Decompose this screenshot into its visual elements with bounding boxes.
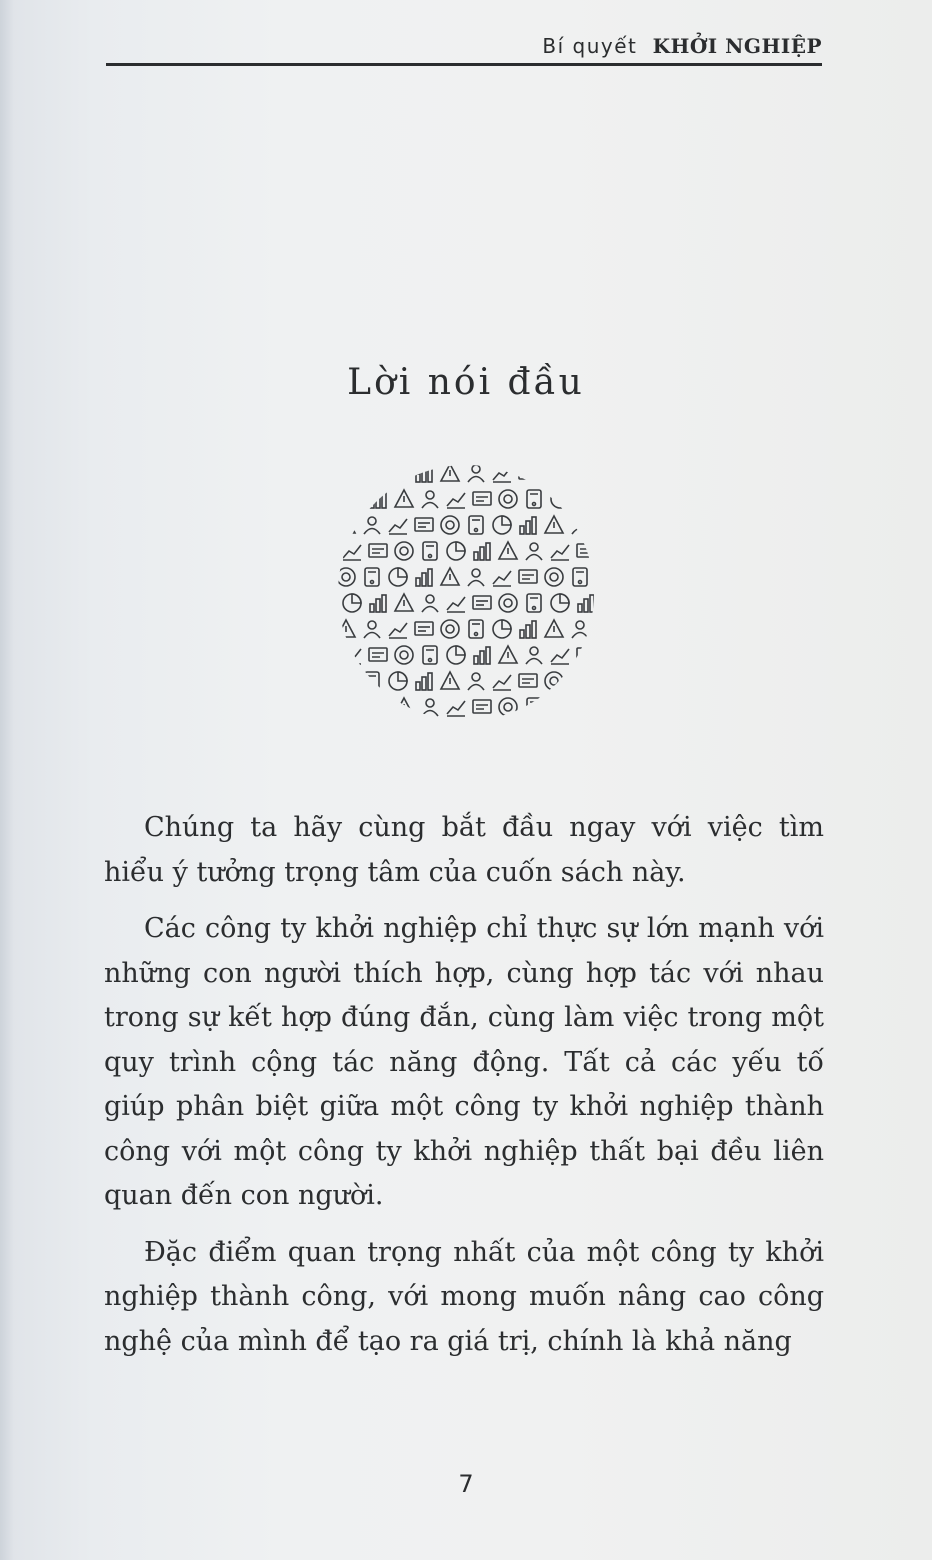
body-text	[104, 806, 824, 1376]
header-rule	[106, 63, 822, 66]
page-number: 7	[458, 1470, 474, 1498]
paragraph-2: Các công ty khởi nghiệp chỉ thực sự lớn mạnh với những con người thích hợp, cùng hợp tác với nhau trong sự kết hợp đúng đắn, cùng làm việc trong một quy trình cộng tác năng động. Tất cả các yếu tố giúp phân biệt giữa một công ty khởi nghiệp thành công với một công ty khởi nghiệp thất bại đều liên quan đến con người.	[104, 913, 824, 1211]
paragraph-3: Đặc điểm quan trọng nhất của một công ty khởi nghiệp thành công, với mong muốn nâng cao công nghệ của mình để tạo ra giá trị, chính là khả năng	[104, 1236, 824, 1357]
page-edge-shadow	[0, 0, 14, 1560]
paragraph-1: Chúng ta hãy cùng bắt đầu ngay với việc tìm hiểu ý tưởng trọng tâm của cuốn sách này.	[104, 812, 824, 888]
icon-grid	[337, 464, 597, 724]
business-icons-circle-illustration	[335, 462, 597, 724]
header-book-title: KHỞI NGHIỆP	[652, 34, 822, 58]
chapter-title: Lời nói đầu	[347, 362, 585, 403]
running-header	[542, 34, 822, 58]
header-series: Bí quyết	[542, 34, 638, 58]
